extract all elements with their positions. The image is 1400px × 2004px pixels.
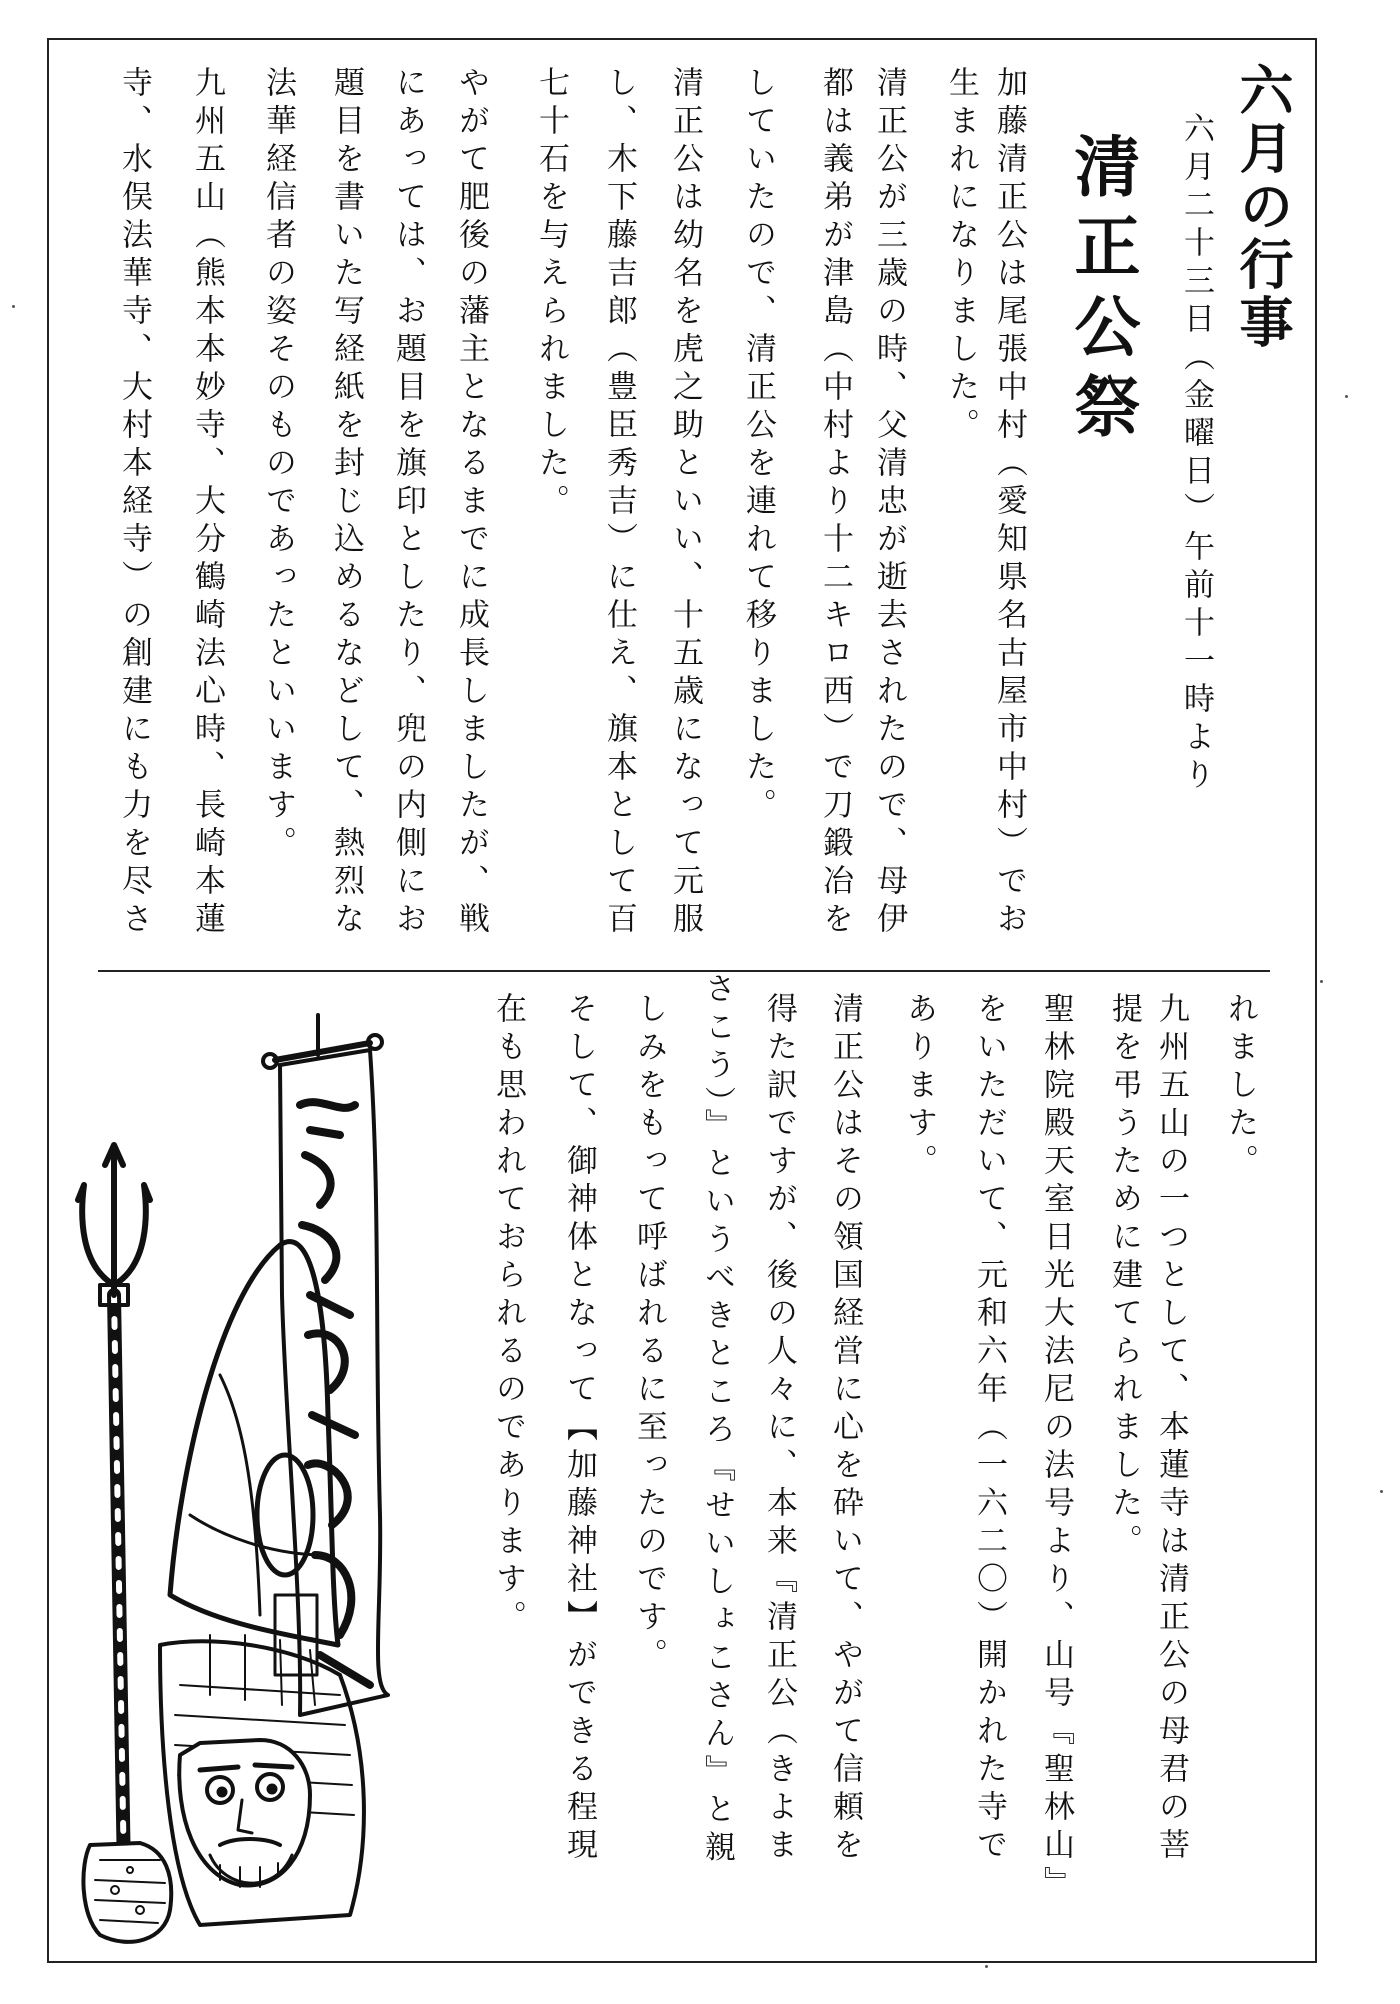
top-line-13: 九州五山（熊本本妙寺、大分鶴崎法心時、長崎本蓮 xyxy=(189,66,225,940)
event-name: 清正公祭 xyxy=(1063,132,1141,452)
kiyomasa-illustration xyxy=(70,995,510,1955)
top-line-8: 七十石を与えられました。 xyxy=(533,66,569,522)
top-line-5: していたので、清正公を連れて移りました。 xyxy=(740,66,776,826)
helmet-icon xyxy=(170,1242,338,1675)
bottom-line-3: 提を弔うために建てられました。 xyxy=(1106,992,1142,1562)
bottom-line-10: しみをもって呼ばれるに至ったのです。 xyxy=(631,992,667,1676)
bottom-line-2: 九州五山の一つとして、本蓮寺は清正公の母君の菩 xyxy=(1153,992,1189,1866)
scan-speck xyxy=(985,1965,988,1968)
bottom-line-12: 在も思われておられるのであります。 xyxy=(490,992,526,1638)
scan-speck xyxy=(1345,395,1348,398)
top-line-2: 生まれになりました。 xyxy=(943,66,979,446)
top-line-1: 加藤清正公は尾張中村（愛知県名古屋市中村）でお xyxy=(991,66,1027,940)
bottom-line-8: 得た訳ですが、後の人々に、本来『清正公（きよま xyxy=(761,992,797,1866)
bottom-line-9: さこう）』というべきところ『せいしょこさん』と親 xyxy=(699,972,735,1869)
top-line-6: 清正公は幼名を虎之助といい、十五歳になって元服 xyxy=(667,66,703,940)
spear-icon xyxy=(78,1145,150,1875)
face-icon xyxy=(179,1740,310,1887)
bottom-line-4: 聖林院殿天室日光大法尼の法号より、山号『聖林山』 xyxy=(1038,992,1074,1904)
top-line-7: し、木下藤吉郎（豊臣秀吉）に仕え、旗本として百 xyxy=(601,66,637,940)
bottom-line-7: 清正公はその領国経営に心を砕いて、やがて信頼を xyxy=(827,992,863,1866)
scan-speck xyxy=(12,305,15,308)
section-title: 六月の行事 xyxy=(1231,62,1295,352)
event-date: 六月二十三日（金曜日）午前十一時より xyxy=(1178,112,1214,796)
bottom-line-1: れました。 xyxy=(1222,992,1258,1182)
scan-speck xyxy=(1380,1490,1383,1493)
top-line-4: 都は義弟が津島（中村より十二キロ西）で刀鍛冶を xyxy=(817,66,853,940)
bottom-line-5: をいただいて、元和六年（一六二〇）開かれた寺で xyxy=(971,992,1007,1866)
top-line-3: 清正公が三歳の時、父清忠が逝去されたので、母伊 xyxy=(871,66,907,940)
fist-icon xyxy=(83,1843,171,1942)
top-line-10: にあっては、お題目を旗印としたり、兜の内側にお xyxy=(390,66,426,940)
top-line-14: 寺、水俣法華寺、大村本経寺）の創建にも力を尽さ xyxy=(116,66,152,940)
bottom-line-6: あります。 xyxy=(901,992,937,1182)
top-line-11: 題目を書いた写経紙を封じ込めるなどして、熱烈な xyxy=(328,66,364,940)
section-divider xyxy=(98,970,1270,972)
bottom-line-11: そして、御神体となって【加藤神社】ができる程現 xyxy=(561,992,597,1866)
top-line-9: やがて肥後の藩主となるまでに成長しましたが、戦 xyxy=(453,66,489,940)
top-line-12: 法華経信者の姿そのものであったといいます。 xyxy=(260,66,296,864)
scan-speck xyxy=(1320,980,1323,983)
